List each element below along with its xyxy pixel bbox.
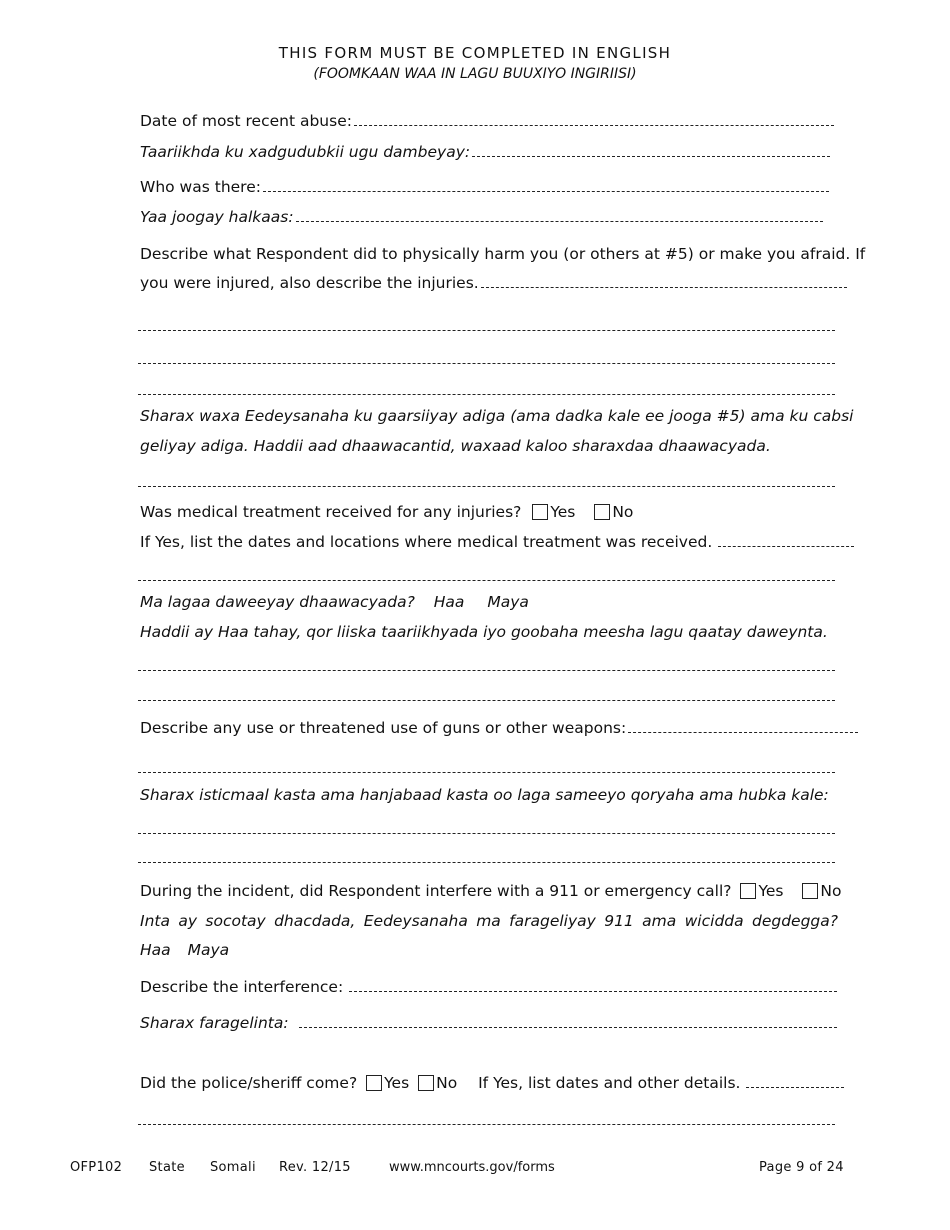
medical-no-label: No — [612, 503, 634, 521]
footer-url[interactable]: www.mncourts.gov/forms — [389, 1160, 555, 1175]
describe-harm-somali-line2: geliyay adiga. Haddii aad dhaawacantid, waxaad kaloo sharaxdaa dhaawacyada. — [140, 437, 771, 455]
who-was-there-label-somali: Yaa joogay halkaas: — [140, 208, 294, 226]
emergency-no-label: No — [820, 882, 842, 900]
medical-followup-somali: Haddii ay Haa tahay, qor liiska taariikhyada iyo goobaha meesha lagu qaatay daweynta. — [140, 623, 828, 641]
describe-harm-answer-line[interactable] — [138, 330, 835, 331]
emergency-call-row — [140, 882, 842, 900]
date-abuse-row — [140, 112, 834, 130]
medical-followup-field[interactable] — [718, 534, 854, 547]
medical-no-checkbox[interactable] — [594, 504, 610, 520]
date-abuse-label: Date of most recent abuse: — [140, 112, 352, 130]
medical-no-somali: Maya — [487, 593, 529, 611]
interference-field[interactable] — [349, 979, 837, 992]
emergency-yes-checkbox[interactable] — [740, 883, 756, 899]
medical-yes-checkbox[interactable] — [532, 504, 548, 520]
describe-harm-line2: you were injured, also describe the injuries. — [140, 274, 479, 292]
who-was-there-row — [140, 178, 829, 196]
medical-answer-line[interactable] — [138, 580, 835, 581]
weapons-label-somali: Sharax isticmaal kasta ama hanjabaad kasta oo laga sameeyo qoryaha ama hubka kale: — [140, 786, 829, 804]
emergency-no-somali: Maya — [187, 941, 230, 959]
police-yes-checkbox[interactable] — [366, 1075, 382, 1091]
medical-treatment-row — [140, 503, 633, 521]
medical-yes-somali: Haa — [433, 593, 465, 611]
who-was-there-label: Who was there: — [140, 178, 261, 196]
describe-harm-somali-line1: Sharax waxa Eedeysanaha ku gaarsiiyay adiga (ama dadka kale ee jooga #5) ama ku cabsi — [140, 407, 854, 425]
date-abuse-label-somali: Taariikhda ku xadgudubkii ugu dambeyay: — [140, 143, 471, 161]
medical-somali-row — [140, 593, 529, 611]
emergency-somali-options — [140, 941, 229, 959]
who-was-there-row-somali — [140, 208, 823, 226]
weapons-answer-line[interactable] — [138, 772, 835, 773]
interference-label: Describe the interference: — [140, 978, 344, 996]
police-label: Did the police/sheriff come? — [140, 1074, 358, 1092]
medical-somali-answer-line[interactable] — [138, 670, 835, 671]
footer-form-id: OFP102 — [70, 1160, 123, 1175]
form-language-notice: THIS FORM MUST BE COMPLETED IN ENGLISH — [278, 44, 672, 62]
describe-harm-line1: Describe what Respondent did to physically harm you (or others at #5) or make you afraid. If — [140, 245, 866, 263]
weapons-label: Describe any use or threatened use of guns or other weapons: — [140, 719, 627, 737]
describe-harm-answer-line[interactable] — [138, 394, 835, 395]
date-abuse-field-somali[interactable] — [472, 144, 830, 157]
weapons-somali-answer-line[interactable] — [138, 833, 835, 834]
weapons-row — [140, 719, 858, 737]
who-was-there-field[interactable] — [263, 179, 829, 192]
interference-row — [140, 978, 837, 996]
police-no-checkbox[interactable] — [418, 1075, 434, 1091]
medical-followup-label: If Yes, list the dates and locations where medical treatment was received. — [140, 533, 713, 551]
describe-harm-answer-line[interactable] — [138, 363, 835, 364]
interference-field-somali[interactable] — [299, 1015, 837, 1028]
footer-page-number: Page 9 of 24 — [759, 1160, 844, 1175]
footer-revision: Rev. 12/15 — [279, 1160, 351, 1175]
medical-followup-row — [140, 533, 854, 551]
footer-language: Somali — [210, 1160, 256, 1175]
police-followup-label: If Yes, list dates and other details. — [478, 1074, 741, 1092]
medical-label-somali: Ma lagaa daweeyay dhaawacyada? — [140, 593, 415, 611]
describe-harm-somali-answer-line[interactable] — [138, 486, 835, 487]
police-yes-label: Yes — [384, 1074, 410, 1092]
weapons-somali-answer-line[interactable] — [138, 862, 835, 863]
emergency-call-label-somali: Inta ay socotay dhacdada, Eedeysanaha ma farageliyay 911 ama wicidda degdegga? — [140, 912, 838, 930]
emergency-no-checkbox[interactable] — [802, 883, 818, 899]
weapons-field[interactable] — [628, 720, 858, 733]
date-abuse-row-somali — [140, 143, 830, 161]
interference-label-somali: Sharax faragelinta: — [140, 1014, 289, 1032]
who-was-there-field-somali[interactable] — [296, 209, 823, 222]
medical-somali-answer-line[interactable] — [138, 700, 835, 701]
emergency-yes-somali: Haa — [140, 941, 171, 959]
emergency-call-label: During the incident, did Respondent interfere with a 911 or emergency call? — [140, 882, 732, 900]
medical-treatment-label: Was medical treatment received for any injuries? — [140, 503, 522, 521]
medical-yes-label: Yes — [550, 503, 576, 521]
describe-harm-field[interactable] — [481, 275, 847, 288]
police-followup-field[interactable] — [746, 1075, 844, 1088]
police-no-label: No — [436, 1074, 458, 1092]
interference-row-somali — [140, 1014, 837, 1032]
footer-jurisdiction: State — [149, 1160, 185, 1175]
police-row — [140, 1074, 844, 1092]
police-answer-line[interactable] — [138, 1124, 835, 1125]
emergency-yes-label: Yes — [758, 882, 784, 900]
form-language-notice-somali: (FOOMKAAN WAA IN LAGU BUUXIYO INGIRIISI) — [313, 66, 637, 82]
date-abuse-field[interactable] — [354, 113, 834, 126]
describe-harm-line2-row — [140, 274, 847, 292]
